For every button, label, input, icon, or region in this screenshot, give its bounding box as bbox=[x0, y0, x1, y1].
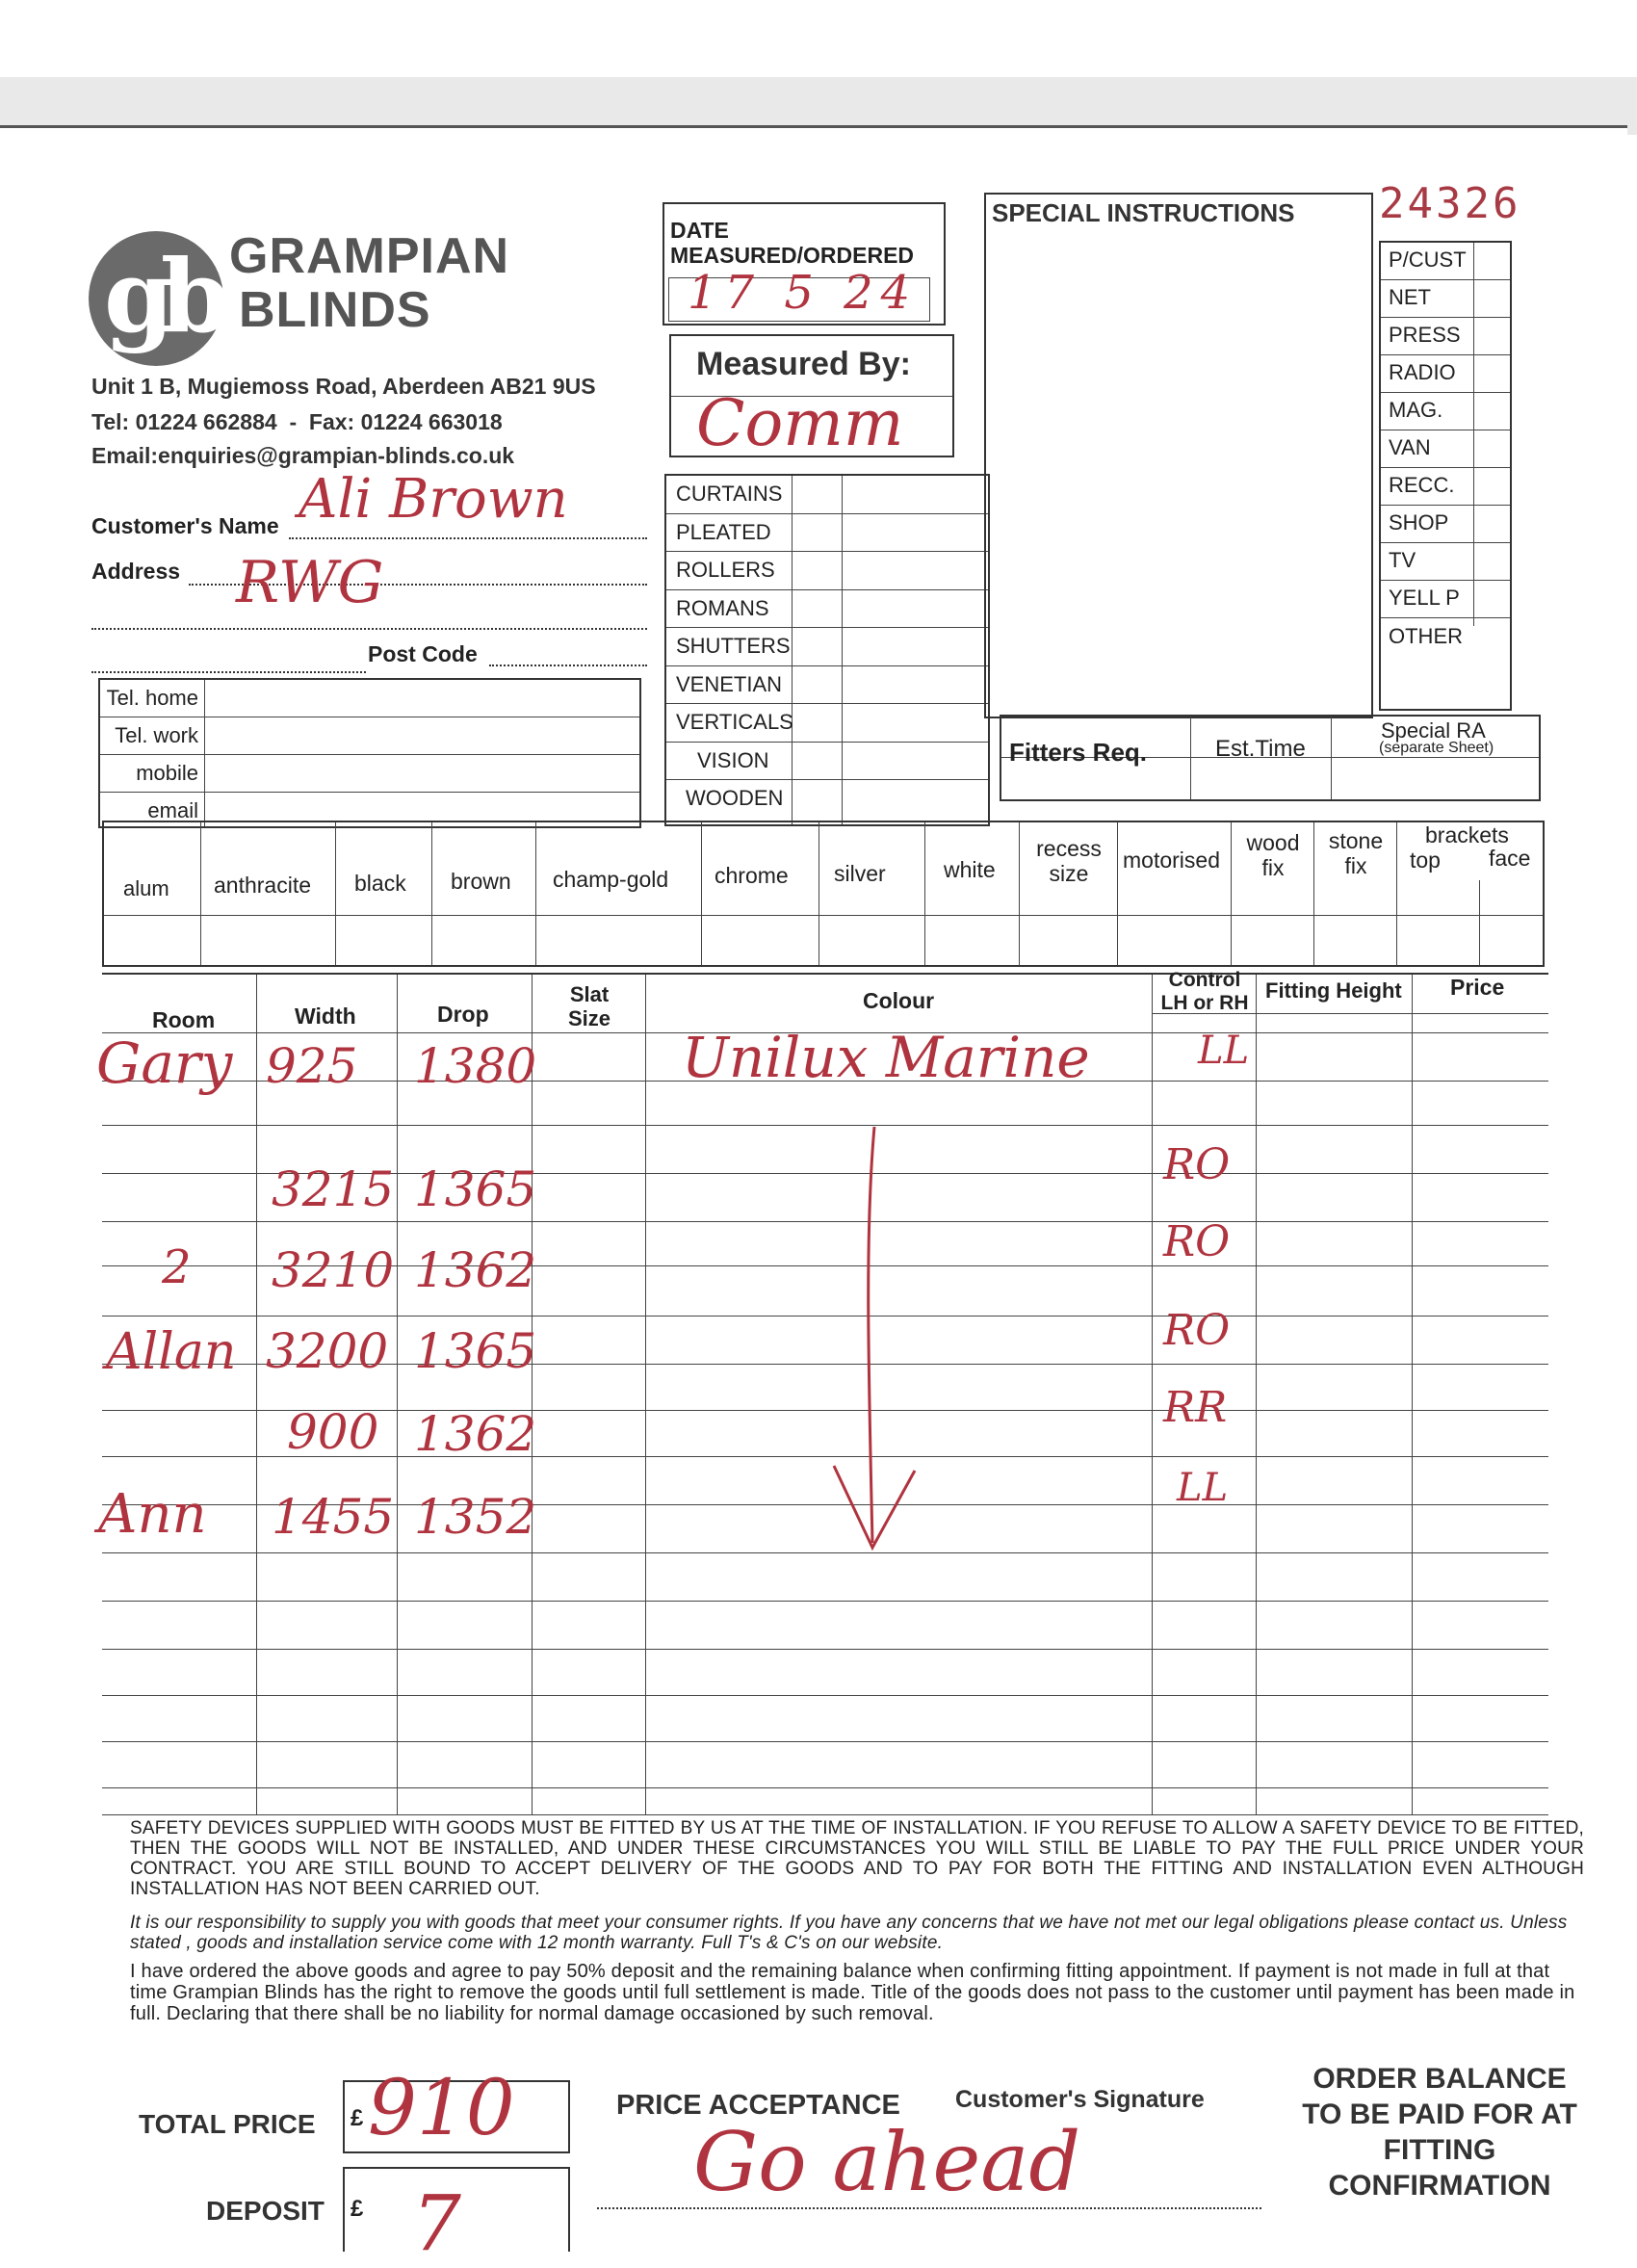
source-row[interactable] bbox=[1381, 355, 1510, 393]
product-label: VERTICALS bbox=[676, 710, 793, 734]
postcode-line-2 bbox=[489, 665, 647, 666]
company-email: Email:enquiries@grampian-blinds.co.uk bbox=[91, 443, 515, 468]
company-phone: Tel: 01224 662884 - Fax: 01224 663018 bbox=[91, 409, 503, 434]
product-label: VISION bbox=[697, 747, 769, 772]
source-label: MAG. bbox=[1389, 398, 1443, 422]
source-label: NET bbox=[1389, 285, 1431, 309]
deposit-currency: £ bbox=[351, 2196, 364, 2222]
source-row[interactable] bbox=[1381, 280, 1510, 318]
order-number: 24326 bbox=[1379, 179, 1521, 228]
measurement-table bbox=[96, 969, 1548, 1815]
row-colour[interactable]: Unilux Marine bbox=[682, 1025, 1090, 1090]
option-black[interactable]: black bbox=[354, 871, 406, 896]
source-row[interactable] bbox=[1381, 468, 1510, 506]
header-control: Control LH or RH bbox=[1160, 969, 1249, 1014]
date-value[interactable]: 17 5 24 bbox=[688, 266, 919, 320]
row-control[interactable]: RR bbox=[1163, 1383, 1228, 1432]
address-value[interactable]: RWG bbox=[236, 549, 384, 616]
customer-name-value[interactable]: Ali Brown bbox=[299, 468, 568, 531]
header-fitting-height: Fitting Height bbox=[1265, 978, 1402, 1003]
source-box bbox=[1379, 241, 1512, 711]
source-label: TV bbox=[1389, 548, 1416, 572]
option-brackets-face[interactable]: face bbox=[1489, 846, 1531, 871]
product-row[interactable] bbox=[666, 666, 988, 705]
source-row[interactable] bbox=[1381, 393, 1510, 430]
header-price: Price bbox=[1450, 975, 1505, 1000]
product-label: ROMANS bbox=[676, 595, 769, 620]
measured-by-value[interactable]: Comm bbox=[696, 386, 904, 460]
header-room: Room bbox=[152, 1007, 216, 1032]
source-row[interactable] bbox=[1381, 581, 1510, 618]
source-label: VAN bbox=[1389, 435, 1431, 459]
product-row[interactable] bbox=[666, 552, 988, 590]
mobile-label: mobile bbox=[136, 761, 198, 785]
address-line-2 bbox=[91, 628, 647, 630]
company-logo bbox=[89, 231, 233, 376]
col-divider bbox=[645, 975, 646, 1814]
product-row[interactable] bbox=[666, 590, 988, 629]
row-width[interactable]: 900 bbox=[287, 1404, 379, 1460]
source-label: P/CUST bbox=[1389, 248, 1467, 272]
product-label: VENETIAN bbox=[676, 671, 783, 696]
row-drop[interactable]: 1362 bbox=[414, 1242, 537, 1298]
header-drop: Drop bbox=[437, 1002, 489, 1027]
product-label: CURTAINS bbox=[676, 482, 783, 506]
row-drop[interactable]: 1362 bbox=[414, 1406, 537, 1462]
est-time-field[interactable] bbox=[1192, 759, 1329, 801]
product-row[interactable] bbox=[666, 514, 988, 553]
product-row[interactable] bbox=[666, 628, 988, 666]
row-control[interactable]: LL bbox=[1177, 1466, 1229, 1510]
consumer-rights-terms: It is our responsibility to supply you with goods that meet your consumer rights. If you have any concerns that we have not met our legal obligations please contact us. Unless stated , goods and installation service come with 12 month warranty. Full T's & C's on our website. bbox=[130, 1913, 1568, 1953]
source-label: RADIO bbox=[1389, 360, 1456, 384]
email-label: email bbox=[147, 798, 198, 822]
source-row[interactable] bbox=[1381, 506, 1510, 543]
tel-work-field[interactable] bbox=[206, 717, 639, 753]
option-brown[interactable]: brown bbox=[451, 869, 511, 894]
tel-home-label: Tel. home bbox=[106, 686, 198, 710]
agreement-terms: I have ordered the above goods and agree to pay 50% deposit and the remaining balance when confirming fitting appointment. If payment is not made in full at that time Grampian Blinds has the right to remove the goods until full settlement is made. Title of the goods does not pass to the customer until payment has been made in full. Declaring that there shall be no liability for normal damage occasioned by such removal. bbox=[130, 1961, 1575, 2024]
option-brackets-top[interactable]: top bbox=[1410, 847, 1441, 873]
est-time-label: Est.Time bbox=[1215, 736, 1306, 762]
row-drop[interactable]: 1365 bbox=[414, 1323, 537, 1379]
row-drop[interactable]: 1380 bbox=[414, 1038, 537, 1094]
option-anthracite[interactable]: anthracite bbox=[214, 873, 312, 898]
col-divider bbox=[256, 975, 257, 1814]
option-brackets: brackets bbox=[1425, 822, 1509, 847]
option-white[interactable]: white bbox=[944, 857, 996, 882]
row-drop[interactable]: 1352 bbox=[414, 1489, 537, 1545]
special-instructions-label: SPECIAL INSTRUCTIONS bbox=[992, 198, 1295, 227]
deposit-value[interactable]: 7 bbox=[412, 2178, 461, 2268]
company-address: Unit 1 B, Mugiemoss Road, Aberdeen AB21 9US bbox=[91, 374, 596, 399]
option-recess-size[interactable]: recess size bbox=[1036, 836, 1102, 886]
customer-name-label: Customer's Name bbox=[91, 513, 279, 538]
date-box bbox=[663, 202, 946, 326]
header-slat-size: Slat Size bbox=[567, 982, 611, 1030]
row-room[interactable]: Ann bbox=[98, 1483, 207, 1546]
source-label: RECC. bbox=[1389, 473, 1455, 497]
customer-name-line bbox=[289, 537, 647, 539]
company-name-line1: GRAMPIAN bbox=[229, 228, 510, 284]
deposit-box[interactable] bbox=[343, 2167, 570, 2268]
option-stone-fix[interactable]: stone fix bbox=[1328, 828, 1384, 878]
row-drop[interactable]: 1365 bbox=[414, 1161, 537, 1217]
row-control[interactable]: RO bbox=[1163, 1306, 1231, 1355]
special-ra-note: (separate Sheet) bbox=[1379, 740, 1494, 756]
source-row[interactable] bbox=[1381, 543, 1510, 581]
col-divider bbox=[1256, 975, 1257, 1814]
postcode-line bbox=[91, 671, 366, 673]
product-label: PLEATED bbox=[676, 519, 771, 544]
fitters-required-label: Fitters Req. bbox=[1009, 738, 1148, 767]
measured-by-box bbox=[669, 334, 954, 460]
tel-home-field[interactable] bbox=[206, 680, 639, 716]
ditto-arrow-icon bbox=[815, 1119, 930, 1572]
product-label: WOODEN bbox=[686, 786, 784, 810]
price-acceptance-label: PRICE ACCEPTANCE bbox=[616, 2090, 900, 2121]
source-row[interactable] bbox=[1381, 243, 1510, 280]
option-champ-gold[interactable]: champ-gold bbox=[553, 867, 669, 892]
row-control[interactable]: RO bbox=[1163, 1140, 1231, 1189]
col-divider bbox=[1412, 975, 1413, 1814]
row-width[interactable]: 3200 bbox=[266, 1323, 389, 1379]
address-label: Address bbox=[91, 559, 181, 584]
option-wood-fix[interactable]: wood fix bbox=[1246, 830, 1300, 880]
special-instructions-box[interactable] bbox=[984, 193, 1373, 718]
product-row[interactable] bbox=[666, 780, 988, 819]
special-ra-label: Special RA bbox=[1381, 718, 1486, 743]
company-name-line2: BLINDS bbox=[239, 282, 431, 338]
row-control[interactable]: LL bbox=[1198, 1029, 1250, 1073]
fitters-required-field[interactable] bbox=[1001, 759, 1188, 801]
product-row[interactable] bbox=[666, 743, 988, 781]
total-price-box[interactable] bbox=[343, 2063, 570, 2153]
product-type-box bbox=[664, 474, 990, 826]
customer-signature-label: Customer's Signature bbox=[955, 2086, 1205, 2113]
row-control[interactable]: RO bbox=[1163, 1217, 1231, 1266]
customer-signature-value[interactable]: Go ahead bbox=[693, 2115, 1081, 2209]
row-width[interactable]: 3215 bbox=[272, 1161, 395, 1217]
source-label: YELL P bbox=[1389, 586, 1460, 610]
safety-terms: SAFETY DEVICES SUPPLIED WITH GOODS MUST BE FITTED BY US AT THE TIME OF INSTALLATION. IF YOU REFUSE TO ALLOW A SAFETY DEVICE TO BE FITTED, THEN THE GOODS WILL NOT BE INSTALLED, AND UNDER THESE CIRCUMSTANCES YOU WILL STILL BE LIABLE TO PAY THE FULL PRICE UNDER YOUR CONTRACT. YOU ARE STILL BOUND TO ACCEPT DELIVERY OF THE GOODS AND TO PAY FOR BOTH THE FITTING AND INSTALLATION EVEN ALTHOUGH INSTALLATION HAS NOT BEEN CARRIED OUT. bbox=[130, 1818, 1584, 1899]
col-divider bbox=[532, 975, 533, 1814]
total-price-label: TOTAL PRICE bbox=[139, 2109, 316, 2139]
source-label: OTHER bbox=[1389, 624, 1463, 648]
special-ra-field[interactable] bbox=[1333, 759, 1539, 801]
product-label: SHUTTERS bbox=[676, 634, 791, 658]
col-divider bbox=[1152, 975, 1153, 1814]
option-silver[interactable]: silver bbox=[834, 861, 886, 886]
measured-by-label: Measured By: bbox=[696, 346, 911, 382]
source-row[interactable] bbox=[1381, 430, 1510, 468]
source-label: PRESS bbox=[1389, 323, 1461, 347]
logo-letters: gb bbox=[104, 237, 218, 355]
total-currency: £ bbox=[351, 2105, 364, 2131]
option-motorised[interactable]: motorised bbox=[1123, 847, 1220, 873]
total-price-value[interactable]: 910 bbox=[368, 2063, 515, 2152]
row-room[interactable]: Gary bbox=[96, 1030, 233, 1096]
balance-note: ORDER BALANCE TO BE PAID FOR AT FITTING CONFIRMATION bbox=[1302, 2063, 1577, 2202]
header-width: Width bbox=[295, 1004, 356, 1029]
date-label-line1: DATE bbox=[670, 218, 729, 243]
row-width[interactable]: 3210 bbox=[272, 1242, 395, 1298]
fitters-box bbox=[1000, 715, 1541, 801]
date-label-line2: MEASURED/ORDERED bbox=[670, 243, 915, 268]
row-room[interactable]: 2 bbox=[162, 1240, 192, 1294]
row-room[interactable]: Allan bbox=[106, 1323, 237, 1381]
product-row[interactable] bbox=[666, 476, 988, 514]
postcode-label: Post Code bbox=[368, 641, 478, 666]
row-width[interactable]: 1455 bbox=[272, 1489, 395, 1545]
mobile-field[interactable] bbox=[206, 755, 639, 791]
product-row[interactable] bbox=[666, 704, 988, 743]
source-row[interactable] bbox=[1381, 318, 1510, 355]
option-alum[interactable]: alum bbox=[123, 876, 169, 900]
option-chrome[interactable]: chrome bbox=[715, 863, 789, 888]
tel-work-label: Tel. work bbox=[115, 723, 198, 747]
col-divider bbox=[397, 975, 398, 1814]
deposit-label: DEPOSIT bbox=[206, 2196, 325, 2226]
header-colour: Colour bbox=[863, 988, 935, 1013]
row-width[interactable]: 925 bbox=[266, 1038, 358, 1094]
telephone-box bbox=[98, 678, 641, 828]
product-label: ROLLERS bbox=[676, 558, 775, 582]
source-label: SHOP bbox=[1389, 510, 1449, 534]
options-box bbox=[102, 821, 1545, 967]
